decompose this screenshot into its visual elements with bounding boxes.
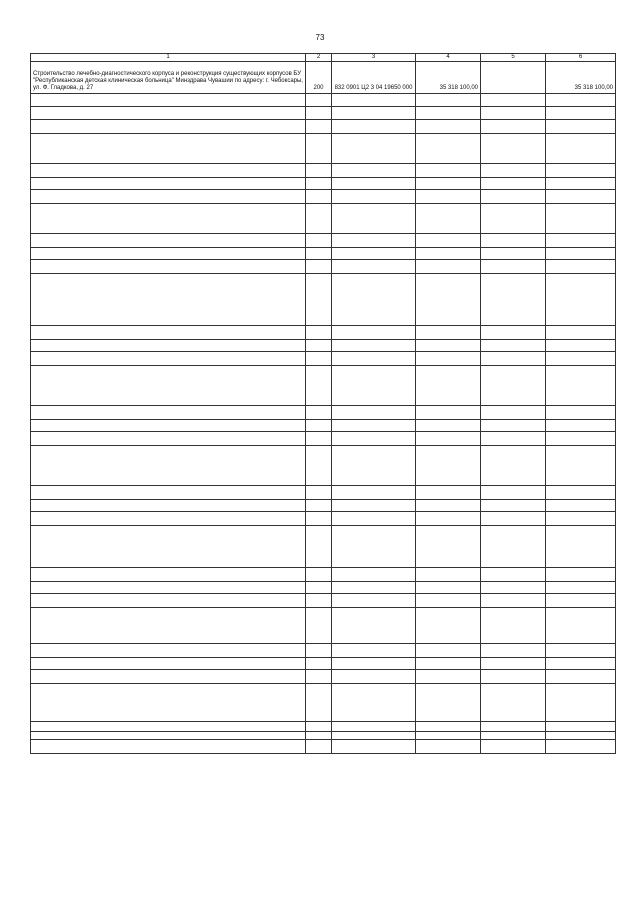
table-row xyxy=(31,107,616,120)
row-amount-total xyxy=(416,260,481,274)
row-amount-federal xyxy=(481,340,546,352)
row-amount-federal xyxy=(481,594,546,608)
row-amount-republic xyxy=(546,406,616,420)
row-amount-total xyxy=(416,722,481,732)
row-amount-total xyxy=(416,406,481,420)
row-code xyxy=(306,248,332,260)
row-name xyxy=(31,260,306,274)
row-amount-total xyxy=(416,500,481,512)
row-amount-total xyxy=(416,608,481,644)
row-amount-total xyxy=(416,164,481,178)
row-amount-federal xyxy=(481,352,546,366)
table-row xyxy=(31,670,616,684)
table-row xyxy=(31,204,616,234)
row-classification xyxy=(332,248,416,260)
row-name xyxy=(31,178,306,190)
row-code xyxy=(306,190,332,204)
table-row xyxy=(31,62,616,94)
row-amount-republic xyxy=(546,526,616,568)
row-amount-federal xyxy=(481,94,546,107)
row-amount-total xyxy=(416,352,481,366)
row-classification xyxy=(332,644,416,658)
row-name xyxy=(31,366,306,406)
row-amount-republic xyxy=(546,234,616,248)
row-classification xyxy=(332,684,416,722)
row-code xyxy=(306,234,332,248)
row-amount-federal xyxy=(481,486,546,500)
row-amount-federal xyxy=(481,432,546,446)
row-amount-total xyxy=(416,134,481,164)
row-classification xyxy=(332,178,416,190)
table-row xyxy=(31,326,616,340)
row-amount-republic xyxy=(546,190,616,204)
row-amount-republic xyxy=(546,684,616,722)
row-amount-total xyxy=(416,326,481,340)
table-row xyxy=(31,644,616,658)
row-classification xyxy=(332,260,416,274)
row-code xyxy=(306,134,332,164)
column-header: 3 xyxy=(332,54,416,62)
row-classification xyxy=(332,340,416,352)
row-amount-republic xyxy=(546,732,616,740)
table-row xyxy=(31,594,616,608)
row-name xyxy=(31,608,306,644)
column-header: 6 xyxy=(546,54,616,62)
row-classification xyxy=(332,366,416,406)
row-amount-republic xyxy=(546,740,616,754)
row-classification xyxy=(332,420,416,432)
row-name xyxy=(31,526,306,568)
row-amount-total xyxy=(416,732,481,740)
row-amount-total xyxy=(416,512,481,526)
row-name xyxy=(31,582,306,594)
row-amount-republic: 35 318 100,00 xyxy=(546,62,616,94)
row-name xyxy=(31,432,306,446)
row-amount-republic xyxy=(546,594,616,608)
row-code xyxy=(306,582,332,594)
row-amount-republic xyxy=(546,248,616,260)
row-classification xyxy=(332,658,416,670)
row-amount-republic xyxy=(546,134,616,164)
row-amount-federal xyxy=(481,406,546,420)
row-amount-republic xyxy=(546,366,616,406)
table-row xyxy=(31,568,616,582)
row-amount-federal xyxy=(481,446,546,486)
table-row xyxy=(31,512,616,526)
row-amount-federal xyxy=(481,500,546,512)
row-amount-republic xyxy=(546,326,616,340)
row-amount-federal xyxy=(481,658,546,670)
row-classification xyxy=(332,326,416,340)
row-classification xyxy=(332,512,416,526)
row-amount-total xyxy=(416,526,481,568)
row-amount-federal xyxy=(481,732,546,740)
row-classification xyxy=(332,526,416,568)
row-code xyxy=(306,94,332,107)
row-amount-federal xyxy=(481,684,546,722)
row-classification xyxy=(332,670,416,684)
row-amount-federal xyxy=(481,670,546,684)
row-code xyxy=(306,722,332,732)
row-code xyxy=(306,274,332,326)
row-amount-federal xyxy=(481,134,546,164)
row-amount-federal xyxy=(481,326,546,340)
row-amount-total xyxy=(416,366,481,406)
row-code xyxy=(306,164,332,178)
row-amount-republic xyxy=(546,670,616,684)
table-row xyxy=(31,740,616,754)
table-row xyxy=(31,658,616,670)
row-amount-republic xyxy=(546,260,616,274)
row-amount-total xyxy=(416,120,481,134)
row-code xyxy=(306,107,332,120)
row-code xyxy=(306,608,332,644)
row-amount-federal xyxy=(481,260,546,274)
column-header: 1 xyxy=(31,54,306,62)
row-code xyxy=(306,500,332,512)
row-classification xyxy=(332,582,416,594)
table-row xyxy=(31,722,616,732)
table-row xyxy=(31,178,616,190)
row-name xyxy=(31,204,306,234)
row-code xyxy=(306,732,332,740)
row-code xyxy=(306,326,332,340)
row-name xyxy=(31,500,306,512)
table-row xyxy=(31,420,616,432)
row-amount-total xyxy=(416,274,481,326)
row-name xyxy=(31,94,306,107)
row-code xyxy=(306,594,332,608)
row-amount-federal xyxy=(481,120,546,134)
table-row xyxy=(31,274,616,326)
row-code xyxy=(306,446,332,486)
row-amount-federal xyxy=(481,366,546,406)
row-classification xyxy=(332,608,416,644)
row-classification xyxy=(332,568,416,582)
row-amount-republic xyxy=(546,107,616,120)
table-row xyxy=(31,582,616,594)
row-classification xyxy=(332,134,416,164)
row-amount-federal xyxy=(481,568,546,582)
table-row xyxy=(31,190,616,204)
row-amount-total xyxy=(416,178,481,190)
row-code xyxy=(306,366,332,406)
row-name xyxy=(31,406,306,420)
row-amount-total xyxy=(416,446,481,486)
row-name xyxy=(31,722,306,732)
row-classification xyxy=(332,500,416,512)
row-name xyxy=(31,446,306,486)
row-code xyxy=(306,670,332,684)
row-amount-federal xyxy=(481,512,546,526)
row-code xyxy=(306,204,332,234)
row-code xyxy=(306,120,332,134)
row-amount-federal xyxy=(481,190,546,204)
row-code xyxy=(306,658,332,670)
row-amount-federal xyxy=(481,644,546,658)
row-code xyxy=(306,260,332,274)
column-header: 2 xyxy=(306,54,332,62)
row-classification xyxy=(332,164,416,178)
row-classification xyxy=(332,740,416,754)
row-amount-total xyxy=(416,658,481,670)
row-name xyxy=(31,352,306,366)
table-row xyxy=(31,134,616,164)
row-name xyxy=(31,684,306,722)
row-classification xyxy=(332,486,416,500)
row-code xyxy=(306,684,332,722)
row-amount-republic xyxy=(546,94,616,107)
row-amount-total xyxy=(416,568,481,582)
row-amount-total xyxy=(416,94,481,107)
row-name xyxy=(31,248,306,260)
row-amount-republic xyxy=(546,608,616,644)
table-row xyxy=(31,486,616,500)
row-classification xyxy=(332,352,416,366)
row-name xyxy=(31,134,306,164)
row-amount-republic xyxy=(546,512,616,526)
row-name xyxy=(31,190,306,204)
row-amount-republic xyxy=(546,178,616,190)
row-amount-total xyxy=(416,204,481,234)
row-amount-federal xyxy=(481,107,546,120)
row-amount-total xyxy=(416,684,481,722)
row-amount-republic xyxy=(546,164,616,178)
table-row xyxy=(31,352,616,366)
row-classification xyxy=(332,190,416,204)
row-classification xyxy=(332,94,416,107)
row-amount-total xyxy=(416,582,481,594)
row-amount-total xyxy=(416,432,481,446)
row-name xyxy=(31,732,306,740)
row-amount-federal xyxy=(481,740,546,754)
row-amount-republic xyxy=(546,722,616,732)
row-classification xyxy=(332,732,416,740)
table-row xyxy=(31,500,616,512)
row-amount-federal xyxy=(481,274,546,326)
table-row xyxy=(31,340,616,352)
row-code xyxy=(306,568,332,582)
row-amount-total xyxy=(416,248,481,260)
row-amount-republic xyxy=(546,432,616,446)
row-code xyxy=(306,420,332,432)
table-row xyxy=(31,432,616,446)
row-name xyxy=(31,486,306,500)
row-name xyxy=(31,670,306,684)
row-name xyxy=(31,568,306,582)
row-amount-total xyxy=(416,420,481,432)
row-code xyxy=(306,178,332,190)
table-row xyxy=(31,446,616,486)
row-amount-federal xyxy=(481,608,546,644)
row-code xyxy=(306,352,332,366)
column-header: 4 xyxy=(416,54,481,62)
row-amount-total: 35 318 100,00 xyxy=(416,62,481,94)
row-name xyxy=(31,120,306,134)
table-row xyxy=(31,260,616,274)
row-amount-republic xyxy=(546,446,616,486)
row-name xyxy=(31,234,306,248)
row-code xyxy=(306,432,332,446)
row-code xyxy=(306,406,332,420)
row-name xyxy=(31,594,306,608)
row-classification xyxy=(332,406,416,420)
row-classification xyxy=(332,594,416,608)
table-row xyxy=(31,234,616,248)
row-amount-republic xyxy=(546,486,616,500)
row-amount-total xyxy=(416,190,481,204)
row-amount-republic xyxy=(546,582,616,594)
row-classification: 832 0901 Ц2 3 04 19650 000 xyxy=(332,62,416,94)
row-amount-federal xyxy=(481,526,546,568)
row-amount-republic xyxy=(546,644,616,658)
row-name xyxy=(31,512,306,526)
row-code xyxy=(306,740,332,754)
row-name xyxy=(31,340,306,352)
row-name xyxy=(31,644,306,658)
row-amount-republic xyxy=(546,568,616,582)
row-amount-total xyxy=(416,234,481,248)
row-amount-federal xyxy=(481,164,546,178)
row-name xyxy=(31,326,306,340)
row-amount-total xyxy=(416,486,481,500)
row-code xyxy=(306,340,332,352)
row-amount-republic xyxy=(546,340,616,352)
row-code: 200 xyxy=(306,62,332,94)
row-code xyxy=(306,486,332,500)
row-code xyxy=(306,644,332,658)
row-amount-federal xyxy=(481,178,546,190)
row-amount-republic xyxy=(546,658,616,670)
row-name xyxy=(31,420,306,432)
row-amount-republic xyxy=(546,120,616,134)
row-classification xyxy=(332,234,416,248)
row-amount-federal xyxy=(481,234,546,248)
row-code xyxy=(306,512,332,526)
row-amount-republic xyxy=(546,500,616,512)
row-amount-republic xyxy=(546,274,616,326)
row-amount-total xyxy=(416,670,481,684)
table-row xyxy=(31,164,616,178)
row-code xyxy=(306,526,332,568)
row-name xyxy=(31,274,306,326)
row-amount-federal xyxy=(481,582,546,594)
row-name xyxy=(31,658,306,670)
row-amount-total xyxy=(416,594,481,608)
row-classification xyxy=(332,446,416,486)
row-amount-federal xyxy=(481,62,546,94)
column-header: 5 xyxy=(481,54,546,62)
table-row xyxy=(31,94,616,107)
row-amount-republic xyxy=(546,204,616,234)
row-amount-total xyxy=(416,740,481,754)
table-row xyxy=(31,366,616,406)
table-row xyxy=(31,732,616,740)
row-name xyxy=(31,107,306,120)
row-amount-republic xyxy=(546,352,616,366)
table-row xyxy=(31,406,616,420)
row-amount-total xyxy=(416,644,481,658)
row-classification xyxy=(332,107,416,120)
table-row xyxy=(31,248,616,260)
row-amount-republic xyxy=(546,420,616,432)
row-amount-federal xyxy=(481,722,546,732)
budget-table xyxy=(30,53,616,754)
row-name: Строительство лечебно-диагностического корпуса и реконструкция существующих корпусов БУ "Республиканская детская клиническая больница" Минздрава Чувашии по адресу: г. Чебоксары, ул. Ф. Гладкова, д. 27 xyxy=(31,62,306,94)
table-row xyxy=(31,608,616,644)
table-row xyxy=(31,120,616,134)
row-classification xyxy=(332,274,416,326)
row-classification xyxy=(332,432,416,446)
row-amount-federal xyxy=(481,420,546,432)
row-classification xyxy=(332,204,416,234)
row-amount-total xyxy=(416,340,481,352)
table-row xyxy=(31,684,616,722)
row-classification xyxy=(332,722,416,732)
row-classification xyxy=(332,120,416,134)
header-row xyxy=(31,54,616,62)
row-name xyxy=(31,740,306,754)
row-amount-total xyxy=(416,107,481,120)
row-name xyxy=(31,164,306,178)
row-amount-federal xyxy=(481,204,546,234)
table-row xyxy=(31,526,616,568)
page-number: 73 xyxy=(315,33,325,42)
row-amount-federal xyxy=(481,248,546,260)
